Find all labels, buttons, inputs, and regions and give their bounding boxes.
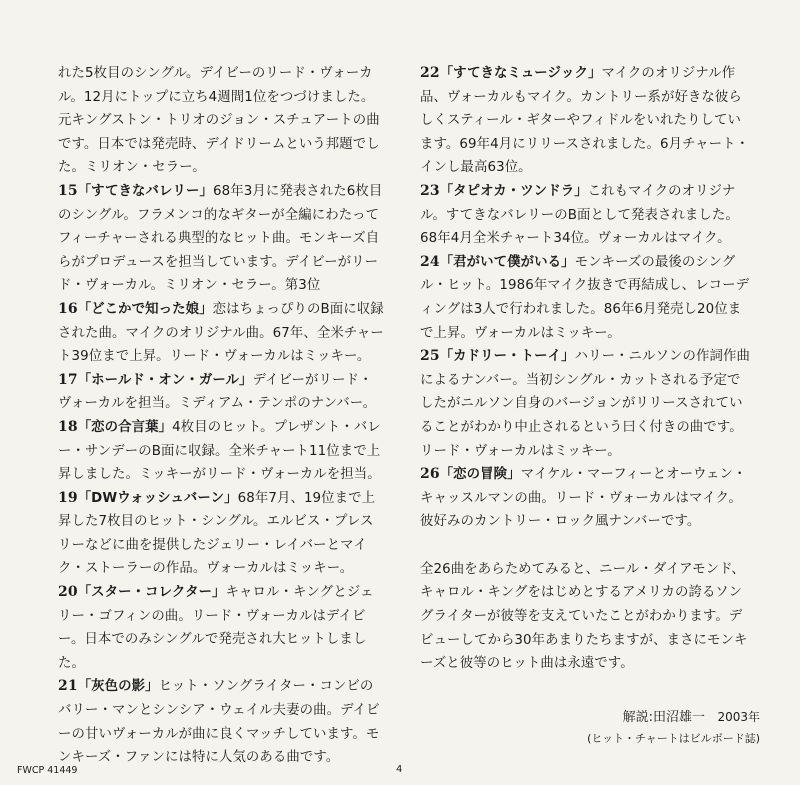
track-note — [58, 369, 384, 416]
track-note — [420, 62, 750, 180]
credit-year: 2003年 — [717, 710, 760, 724]
track-note — [420, 180, 750, 251]
catalog-number: FWCP 41449 — [17, 765, 78, 776]
chart-source-note: (ヒット・チャートはビルボード誌) — [587, 732, 760, 745]
track-description: マイクのオリジナル作品、ヴォーカルもマイク。カントリー系が好きな彼らしくスティール・ギターやフィドルをいれたりしています。69年4月にリリースされました。6月チャート・インし最高63位。 — [420, 66, 750, 176]
track-description: デイビーがリード・ヴォーカルを担当。ミディアム・テンポのナンバー。 — [58, 372, 377, 412]
track-note — [420, 345, 750, 463]
track-number: 19 — [58, 489, 78, 506]
track-title: 「すてきなミュージック」 — [439, 66, 602, 81]
track-title: 「どこかで知った娘」 — [77, 301, 213, 317]
track-note — [58, 180, 384, 298]
track-title: 「カドリー・トーイ」 — [439, 349, 575, 365]
track-description: 68年7月、19位まで上昇した7枚目のヒット・シングル。エルビス・プレスリーなどに曲を提供したジェリー・レイバーとマイク・ストーラーの作品。ヴォーカルはミッキー。 — [58, 490, 376, 577]
track-note — [58, 487, 384, 581]
track-description: 恋はちょっぴりのB面に収録された曲。マイクのオリジナル曲。67年、全米チャート39位まで上昇。リード・ヴォーカルはミッキー。 — [58, 301, 384, 365]
track-number: 21 — [58, 678, 78, 695]
track-note — [58, 298, 384, 369]
track-title: 「君がいて僕がいる」 — [439, 254, 575, 270]
track-number: 18 — [58, 418, 78, 435]
track-number: 22 — [420, 65, 440, 81]
track-description: 68年3月に発表された6枚目のシングル。フラメンコ的なギターが全編にわたってフィーチャーされる典型的なヒット曲。モンキーズ自らがプロデュースを担当しています。デイビーがリード・ヴォーカル。ミリオン・セラー。第3位 — [58, 183, 383, 294]
track-number: 20 — [58, 584, 78, 601]
track-title: 「タピオカ・ツンドラ」 — [439, 183, 588, 199]
track-description: れた5枚目のシングル。デイビーのリード・ヴォーカル。12月にトップに立ち4週間1位をつづけました。元キングストン・トリオのジョン・スチュアートの曲です。日本では発売時、デイドリームという邦題でした。ミリオン・セラー。 — [58, 66, 380, 176]
track-title: 「恋の合言葉」 — [77, 419, 173, 435]
track-description: ヒット・ソングライター・コンビのバリー・マンとシンシア・ウェイル夫妻の曲。デイビーの甘いヴォーカルが曲に良くマッチしています。モンキーズ・ファンには特に人気のある曲です。 — [58, 679, 380, 766]
track-title: 「DWウォッシュバーン」 — [77, 490, 238, 506]
track-note — [420, 463, 750, 534]
track-description: ハリー・ニルソンの作詞作曲によるナンバー。当初シングル・カットされる予定でしたがニルソン自身のバージョンがリリースされていることがわかり中止されるという曰く付きの曲です。リード・ヴォーカルはミッキー。 — [420, 349, 750, 459]
track-number: 17 — [58, 371, 78, 388]
credit-author: 解説:田沼雄一 — [622, 710, 706, 725]
track-number: 26 — [420, 466, 440, 483]
page-number: 4 — [396, 764, 403, 775]
track-description: モンキーズの最後のシングル・ヒット。1986年マイク抜きで再結成し、レコーディングは3人で行われました。86年6月発売し20位まで上昇。ヴォーカルはミッキー。 — [420, 254, 750, 341]
track-number: 25 — [420, 348, 440, 365]
track-description: 4枚目のヒット。プレザント・バレー・サンデーのB面に収録。全米チャート11位まで上昇しました。ミッキーがリード・ヴォーカルを担当。 — [58, 419, 381, 483]
track-note — [58, 675, 384, 769]
track-title: 「すてきなバレリー」 — [77, 183, 213, 199]
track-number: 15 — [58, 182, 78, 199]
left-column — [58, 62, 384, 770]
track-title: 「灰色の影」 — [77, 679, 159, 695]
track-title: 「ホールド・オン・ガール」 — [77, 372, 253, 388]
track-title: 「スター・コレクター」 — [77, 585, 226, 601]
credit-line — [420, 706, 760, 725]
track-note — [58, 581, 384, 675]
track-description: マイケル・マーフィーとオーウェン・キャッスルマンの曲。リード・ヴォーカルはマイク。彼好みのカントリー・ロック風ナンバーです。 — [420, 467, 747, 530]
track-note — [58, 62, 384, 180]
track-number: 24 — [420, 253, 440, 270]
track-note — [58, 416, 384, 487]
track-note — [420, 251, 750, 345]
track-title: 「恋の冒険」 — [439, 467, 521, 483]
right-column — [420, 62, 750, 676]
track-number: 23 — [420, 182, 440, 199]
summary-paragraph: 全26曲をあらためてみると、ニール・ダイアモンド、キャロル・キングをはじめとするアメリカの誇るソングライターが彼等を支えていたことがわかります。デビューしてから30年あまりたちますが、まさにモンキーズと彼等のヒット曲は永遠です。 — [420, 561, 748, 672]
track-description: これもマイクのオリジナル。すてきなバレリーのB面として発表されました。68年4月全米チャート34位。ヴォーカルはマイク。 — [420, 183, 739, 247]
track-description: キャロル・キングとジェリー・ゴフィンの曲。リード・ヴォーカルはデイビー。日本でのみシングルで発売され大ヒットしました。 — [58, 585, 374, 671]
track-number: 16 — [58, 300, 78, 317]
